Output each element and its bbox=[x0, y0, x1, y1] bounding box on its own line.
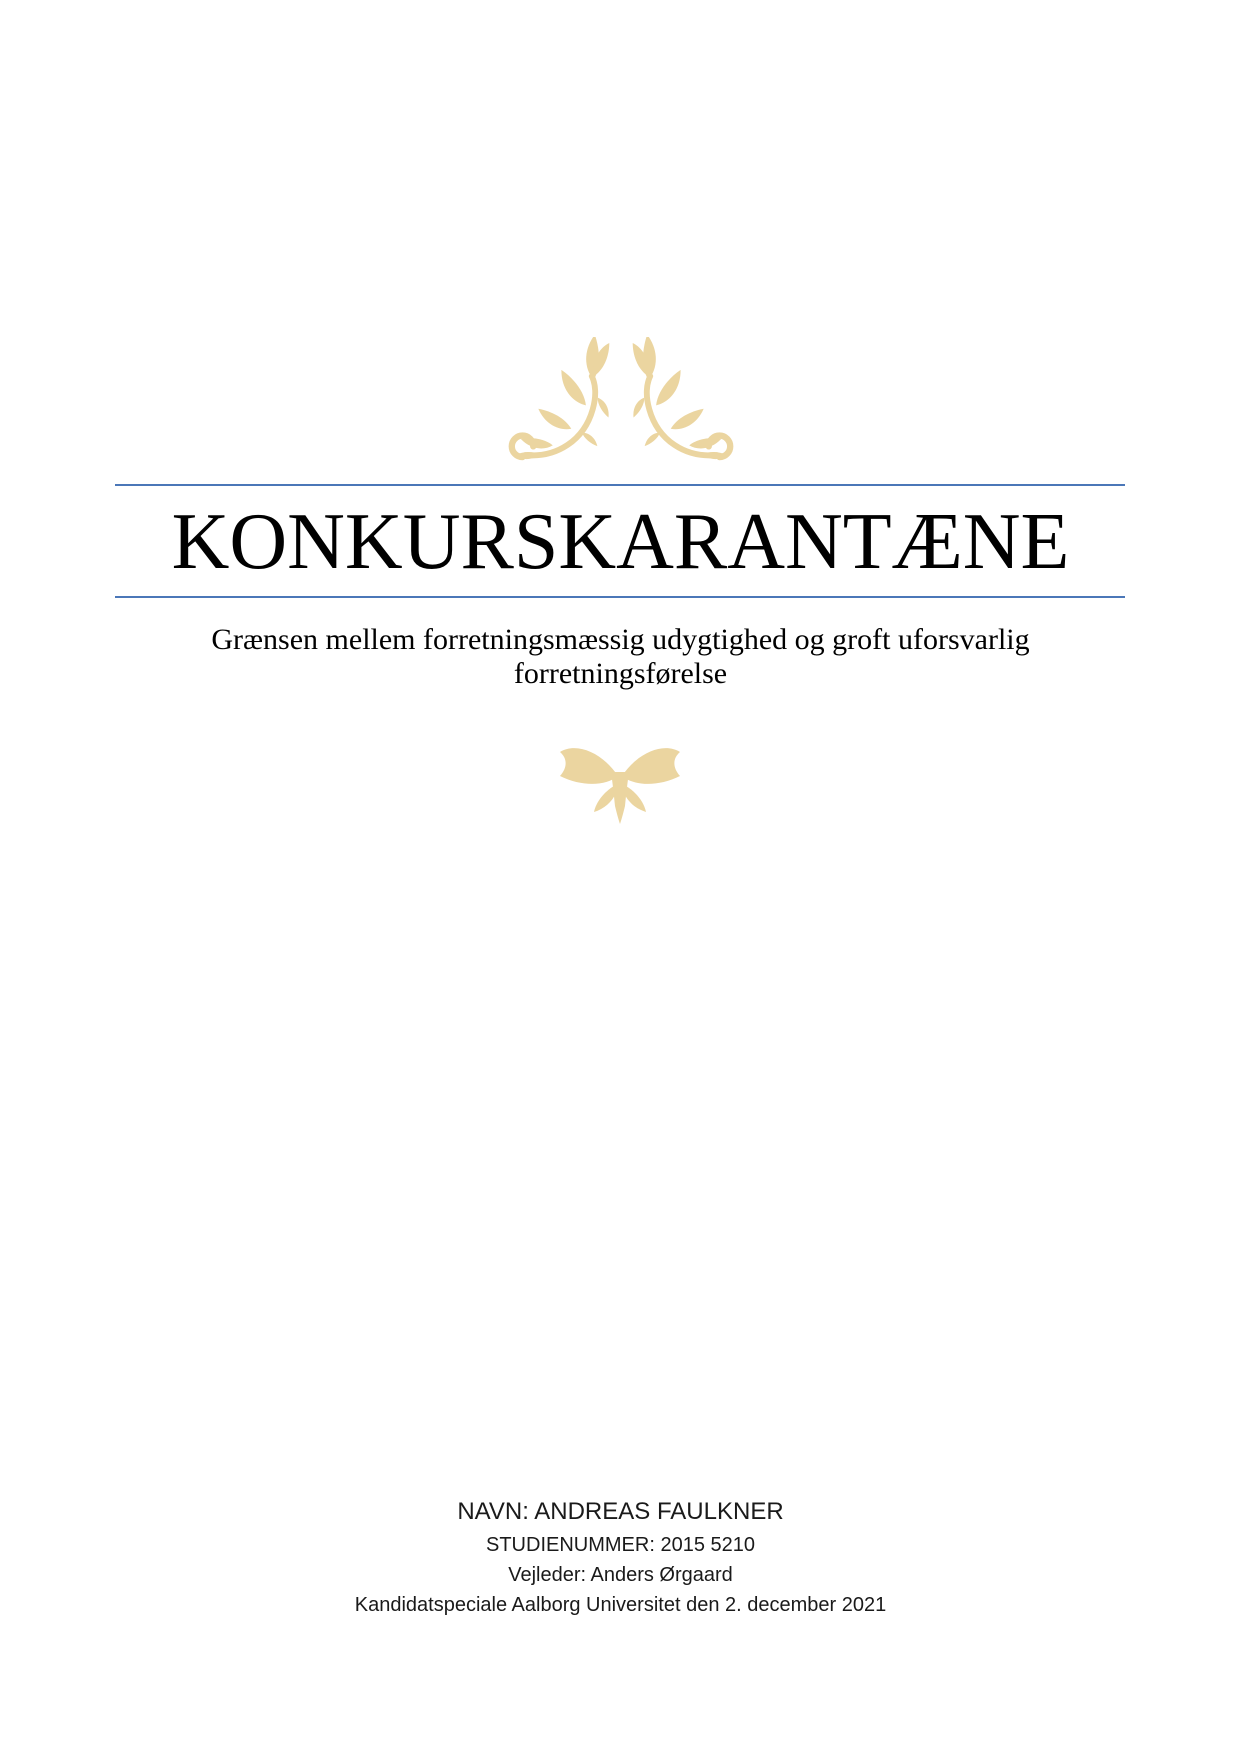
floral-finial-icon bbox=[556, 740, 684, 824]
title-bottom-rule bbox=[115, 596, 1125, 598]
author-details-block bbox=[0, 1494, 1241, 1620]
floral-flourish-icon bbox=[504, 337, 738, 464]
document-subtitle bbox=[0, 623, 1241, 691]
thesis-info-line: Kandidatspeciale Aalborg Universitet den 2. december 2021 bbox=[354, 1594, 887, 1616]
subtitle-line-2: forretningsførelse bbox=[513, 657, 728, 690]
author-name-line: NAVN: ANDREAS FAULKNER bbox=[457, 1498, 784, 1525]
title-top-rule bbox=[115, 484, 1125, 486]
subtitle-line-1: Grænsen mellem forretningsmæssig udygtighed og groft uforsvarlig bbox=[211, 623, 1030, 656]
student-number-line: STUDIENUMMER: 2015 5210 bbox=[486, 1534, 755, 1556]
supervisor-line: Vejleder: Anders Ørgaard bbox=[508, 1564, 733, 1586]
document-title: KONKURSKARANTÆNE bbox=[171, 498, 1070, 586]
